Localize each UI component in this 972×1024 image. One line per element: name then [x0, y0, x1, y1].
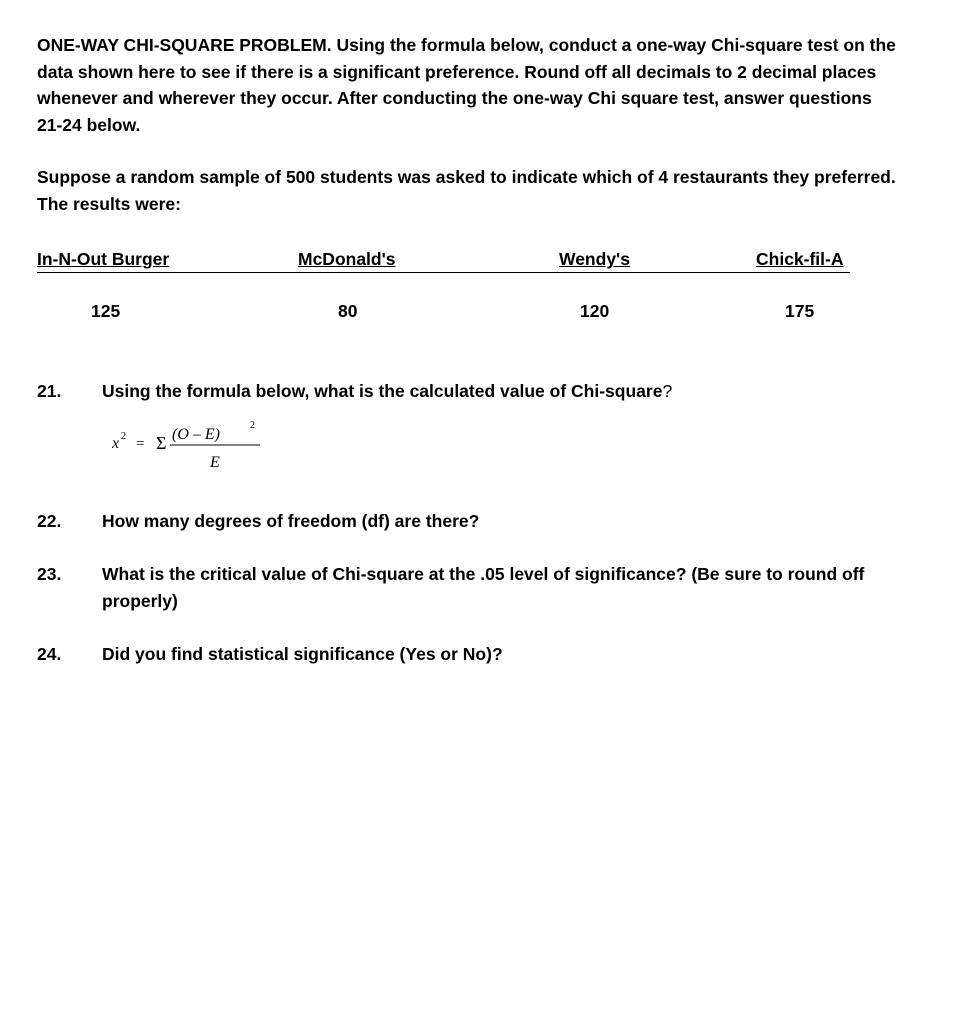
problem-setup: Suppose a random sample of 500 students was asked to indicate which of 4 restaurants they preferred. The results were:	[37, 167, 896, 214]
question-21-body: Using the formula below, what is the calculated value of Chi-square	[102, 381, 663, 401]
formula-denominator: E	[210, 454, 220, 471]
formula-lhs-exponent: 2	[121, 431, 126, 442]
question-22-text: How many degrees of freedom (df) are there?	[102, 511, 480, 531]
formula-equals: =	[136, 436, 145, 452]
question-21-mark: ?	[662, 381, 673, 401]
question-22-number: 22.	[37, 511, 62, 531]
problem-instructions: ONE-WAY CHI-SQUARE PROBLEM. Using the formula below, conduct a one-way Chi-square test on the data shown here to see if there is a significant preference. Round off all decimals to 2 decimal places whenever and wherever they occur. After conducting the one-way Chi square test, answer questions 21-24 below.	[37, 35, 896, 135]
header-mcdonalds: McDonald's	[298, 249, 396, 269]
question-21-number: 21.	[37, 381, 62, 401]
header-wendys: Wendy's	[559, 249, 630, 269]
header-chick-fil-a: Chick-fil-A	[756, 249, 844, 269]
value-in-n-out: 125	[91, 301, 121, 321]
formula-numerator: (O – E)	[172, 426, 220, 443]
question-21-text	[102, 378, 882, 405]
question-23-number: 23.	[37, 564, 62, 584]
value-wendys: 120	[580, 301, 610, 321]
question-24-text: Did you find statistical significance (Yes or No)?	[102, 644, 503, 664]
header-in-n-out: In-N-Out Burger	[37, 249, 170, 269]
formula-numerator-exponent: 2	[250, 420, 255, 431]
value-chick-fil-a: 175	[785, 301, 815, 321]
formula-sigma: Σ	[156, 433, 167, 453]
chi-square-formula	[112, 418, 272, 478]
formula-lhs: x	[112, 435, 120, 452]
value-mcdonalds: 80	[338, 301, 358, 321]
question-24-number: 24.	[37, 644, 62, 664]
restaurant-table-header	[37, 246, 850, 273]
question-23-text: What is the critical value of Chi-square at the .05 level of significance? (Be sure to round off properly)	[102, 564, 865, 611]
